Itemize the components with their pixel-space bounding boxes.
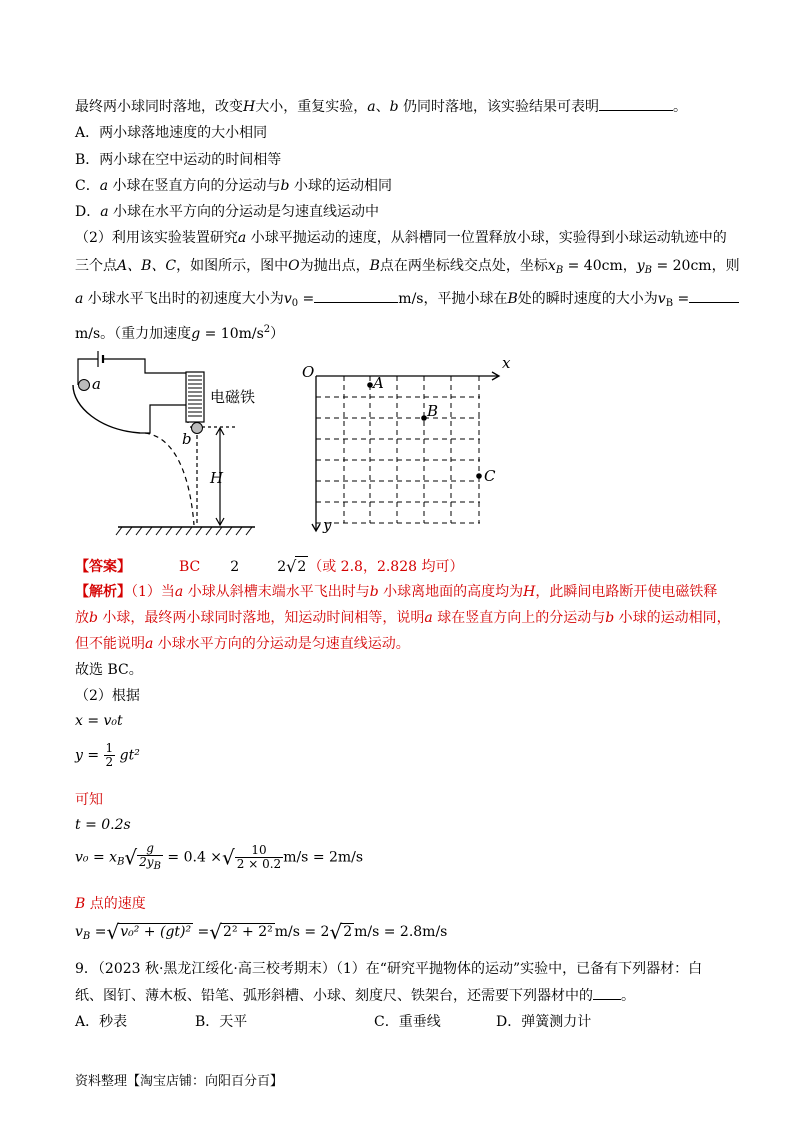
q8-part2-line4: m/s。（重力加速度$g = 10m/s^2$）	[75, 324, 285, 342]
equation-vb: $v_B =√v_0^2 + (gt)^2 =√2^2 + 2^2$ m/s = 2√2 m/s = 2.8m/s	[75, 920, 448, 944]
b-speed-label: B 点的速度	[75, 896, 146, 912]
q8-part2-line3: a 小球水平飞出时的初速度大小为$v_0 = m/s$，平抛小球在B处的瞬时速度的大小为$v_B$ =	[75, 288, 739, 314]
q9-option-c: C．重垂线	[374, 1014, 441, 1030]
kezhi-label: 可知	[75, 792, 103, 808]
q9-option-a: A．秒表	[75, 1014, 128, 1030]
label-A: A	[373, 374, 384, 392]
label-O: O	[302, 363, 315, 381]
vb-blank	[689, 288, 739, 303]
q9-line2: 纸、图钉、薄木板、铅笔、弧形斜槽、小球、刻度尺、铁架台，还需要下列器材中的 。	[75, 985, 635, 1006]
point-C	[476, 473, 482, 479]
equation-y: y = $\frac{1}{2}$ gt²	[75, 741, 140, 769]
analysis-line3: 但不能说明a 小球水平方向的分运动是匀速直线运动。	[75, 636, 410, 652]
label-B: B	[427, 402, 439, 420]
q8-part2-line2: 三个点A、B、C，如图所示，图中O为抛出点，B点在两坐标线交点处，坐标$x_B = 40cm$，$y_B = 20cm$，则	[75, 258, 740, 276]
q8-option-a: A．两小球落地速度的大小相同	[75, 125, 268, 141]
page-footer: 资料整理【淘宝店铺：向阳百分百】	[75, 1074, 284, 1089]
label-x: x	[502, 354, 511, 372]
label-b: b	[182, 430, 192, 448]
q9-option-d: D．弹簧测力计	[496, 1014, 592, 1030]
label-electromagnet: 电磁铁	[210, 388, 256, 406]
q8-option-b: B．两小球在空中运动的时间相等	[75, 152, 282, 168]
ball-b	[192, 423, 203, 434]
point-A	[367, 382, 373, 388]
apparatus-figure	[70, 345, 280, 540]
label-H: H	[210, 469, 224, 487]
q9-option-b: B．天平	[195, 1014, 248, 1030]
grid-figure	[298, 350, 523, 535]
q8-part2-line1: （2）利用该实验装置研究a 小球平抛运动的速度，从斜槽同一位置释放小球，实验得到小球运动轨迹中的	[75, 230, 727, 246]
q9-blank	[593, 985, 621, 1000]
label-C: C	[484, 467, 496, 485]
equation-x: x = v₀t	[75, 713, 123, 729]
q8-line1: 最终两小球同时落地，改变H大小，重复实验，a、b 仍同时落地，该实验结果可表明 。	[75, 96, 687, 117]
equation-t: t = 0.2s	[75, 817, 131, 833]
analysis-choose: 故选 BC。	[75, 662, 143, 678]
label-a: a	[92, 375, 101, 393]
q8-option-d: D．a 小球在水平方向的分运动是匀速直线运动中	[75, 204, 380, 220]
ball-a	[79, 380, 90, 391]
equation-v0: $v_0 = x_B√$ $\frac{g}{2y_B}$ = 0.4 ×√ $\frac{10}{2 \times 0.2}$ m/s = 2m/s	[75, 841, 364, 872]
analysis-line2: 放b 小球，最终两小球同时落地，知运动时间相等，说明a 球在竖直方向上的分运动与b 小球的运动相同，	[75, 610, 731, 626]
label-y: y	[323, 516, 332, 534]
answer-line: 【答案】 BC 2 2√2 （或 2.8，2.828 均可）	[75, 557, 464, 576]
point-B	[421, 415, 427, 421]
analysis-part2: （2）根据	[75, 688, 140, 704]
q8-option-c: C．a 小球在竖直方向的分运动与b 小球的运动相同	[75, 178, 392, 194]
answer-blank	[599, 96, 673, 111]
q9-line1: 9．（2023 秋·黑龙江绥化·高三校考期末）（1）在“研究平抛物体的运动”实验中，已备有下列器材：白	[75, 961, 703, 977]
analysis-line1: 【解析】（1）当a 小球从斜槽末端水平飞出时与b 小球离地面的高度均为H，此瞬间电路断开使电磁铁释	[75, 584, 718, 600]
v0-blank	[314, 288, 398, 303]
